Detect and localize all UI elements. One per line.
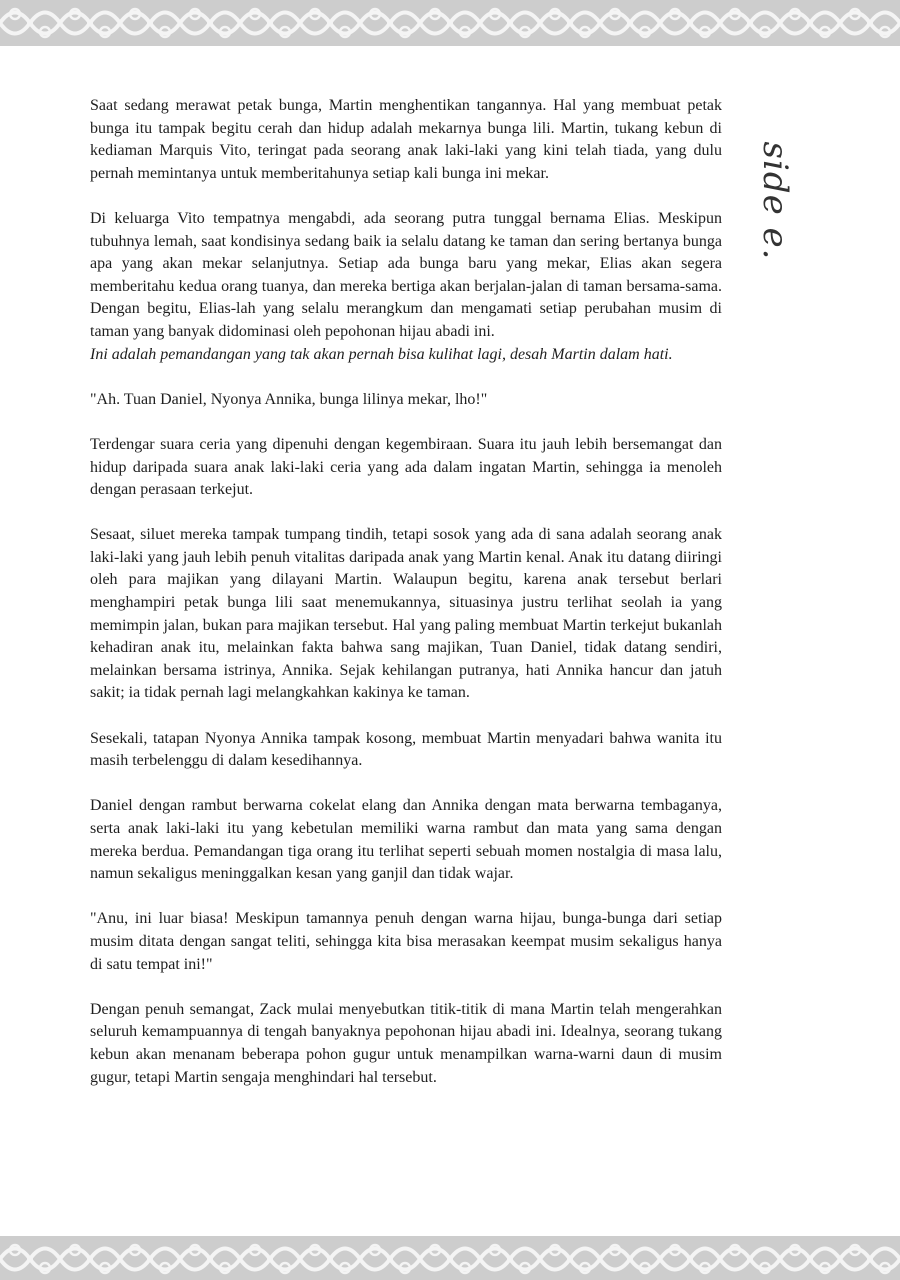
paragraph: Daniel dengan rambut berwarna cokelat elang dan Annika dengan mata berwarna tembaganya, serta anak laki-laki itu yang kebetulan memiliki warna rambut dan mata yang sama dengan mereka berdua. Pemandangan tiga orang itu terlihat seperti sebuah momen nostalgia di masa lalu, namun sekaligus meninggalkan kesan yang ganjil dan tidak wajar. bbox=[90, 797, 722, 883]
paragraph: Terdengar suara ceria yang dipenuhi dengan kegembiraan. Suara itu jauh lebih bersemangat dan hidup daripada suara anak laki-laki ceria yang ada dalam ingatan Martin, sehingga ia menoleh dengan perasaan terkejut. bbox=[90, 435, 722, 499]
ornament-pattern-top bbox=[0, 0, 900, 46]
ornamental-border-bottom bbox=[0, 1236, 900, 1280]
side-label bbox=[755, 141, 795, 261]
paragraph: Sesaat, siluet mereka tampak tumpang tindih, tetapi sosok yang ada di sana adalah seorang anak laki-laki yang jauh lebih penuh vitalitas daripada anak yang Martin kenal. Anak itu datang diiringi oleh para majikan yang dilayani Martin. Walaupun begitu, karena anak tersebut berlari menghampiri petak bunga lili saat menemukannya, situasinya justru terlihat seolah ia yang memimpin jalan, bukan para majikan tersebut. Hal yang paling membuat Martin terkejut bukanlah kehadiran anak itu, melainkan fakta bahwa sang majikan, Tuan Daniel, tidak datang sendiri, melainkan bersama istrinya, Annika. Sejak kehilangan putranya, hati Annika hancur dan jatuh sakit; ia tidak pernah lagi melangkahkan kakinya ke taman. bbox=[90, 526, 722, 702]
ornament-pattern-bottom bbox=[0, 1236, 900, 1280]
chapter-body bbox=[90, 95, 722, 1112]
paragraph: Di keluarga Vito tempatnya mengabdi, ada seorang putra tunggal bernama Elias. Meskipun tubuhnya lemah, saat kondisinya sedang baik ia selalu datang ke taman dan sering bertanya bunga apa yang akan mekar selanjutnya. Setiap ada bunga baru yang mekar, Elias akan segera memberitahu kedua orang tuanya, dan mereka bertiga akan berjalan-jalan di taman bersama-sama. Dengan begitu, Elias-lah yang selalu merangkum dan mengamati setiap perubahan musim di taman yang banyak didominasi oleh pepohonan hijau abadi ini. bbox=[90, 209, 722, 340]
paragraph: Dengan penuh semangat, Zack mulai menyebutkan titik-titik di mana Martin telah mengerahkan seluruh kemampuannya di tengah banyaknya pepohonan hijau abadi ini. Idealnya, seorang tukang kebun akan menanam beberapa pohon gugur untuk menampilkan warna-warni daun di musim gugur, tetapi Martin sengaja menghindari hal tersebut. bbox=[90, 1000, 722, 1086]
paragraph: Saat sedang merawat petak bunga, Martin menghentikan tangannya. Hal yang membuat petak bunga itu tampak begitu cerah dan hidup adalah mekarnya bunga lili. Martin, tukang kebun di kediaman Marquis Vito, teringat pada seorang anak laki-laki yang kini telah tiada, yang dulu pernah memintanya untuk memberitahunya setiap kali bunga ini mekar. bbox=[90, 97, 722, 182]
paragraph-dialogue: "Ah. Tuan Daniel, Nyonya Annika, bunga lilinya mekar, lho!" bbox=[90, 390, 488, 408]
paragraph-dialogue: "Anu, ini luar biasa! Meskipun tamannya penuh dengan warna hijau, bunga-bunga dari setiap musim ditata dengan sangat teliti, sehingga kita bisa merasakan keempat musim sekaligus hanya di satu tempat ini!" bbox=[90, 910, 722, 973]
ornamental-border-top bbox=[0, 0, 900, 46]
paragraph-italic-thought: Ini adalah pemandangan yang tak akan pernah bisa kulihat lagi, desah Martin dalam hati. bbox=[90, 345, 673, 363]
side-label-text: side e. bbox=[755, 141, 795, 261]
paragraph: Sesekali, tatapan Nyonya Annika tampak kosong, membuat Martin menyadari bahwa wanita itu masih terbelenggu di dalam kesedihannya. bbox=[90, 729, 722, 770]
